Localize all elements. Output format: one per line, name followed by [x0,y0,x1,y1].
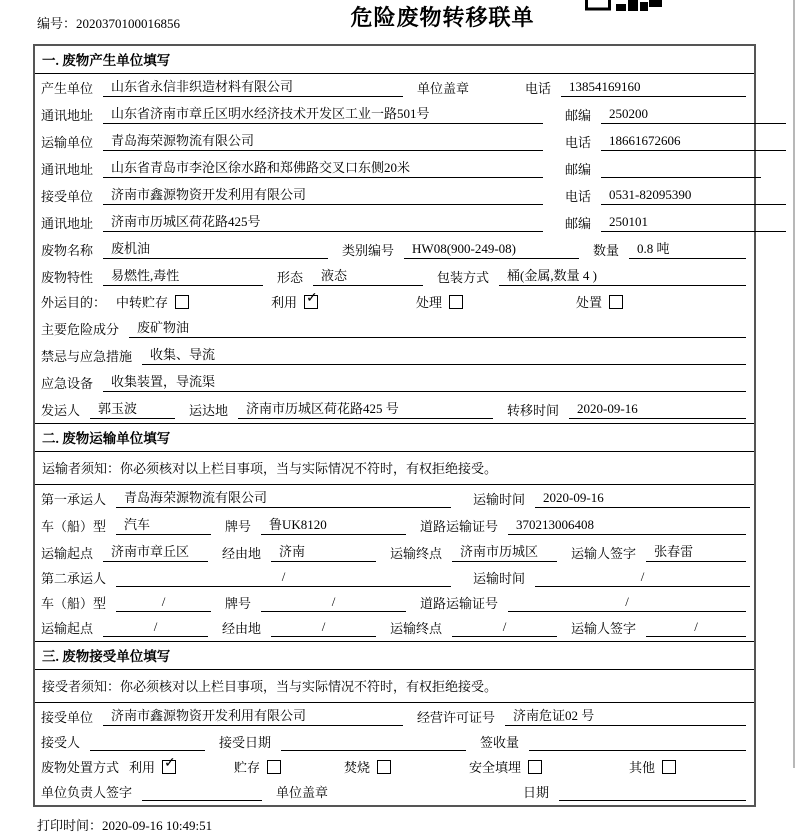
field-value: / [321,619,326,634]
field-underline [535,569,750,587]
field-underline [404,241,579,259]
section-title: 一. 废物产生单位填写 [35,46,754,74]
checkbox-item [234,757,344,776]
field-label: 废物名称 [41,243,94,258]
field-value: 收集装置，导流渠 [111,374,216,389]
form-row [35,209,754,236]
field-value: HW08(900-249-08) [412,241,517,256]
field-label: 接受单位 [41,710,94,725]
form [33,44,756,807]
field-value: 370213006408 [516,517,595,532]
field-label: 通讯地址 [41,216,94,231]
field-underline [499,265,746,286]
field-value [567,783,569,799]
field-value: 张春雷 [654,544,694,559]
field-underline [629,238,746,259]
field-label: 形态 [277,270,304,285]
field-underline [452,619,557,637]
field-label: 车（船）型 [41,519,107,534]
form-row [35,315,754,342]
section-2 [35,423,754,641]
field-value: 13854169160 [569,79,641,94]
checkbox-label: 贮存 [234,760,261,775]
field-value [289,733,291,749]
field-underline [103,705,403,726]
field-label: 运输终点 [390,621,443,636]
field-label: 运输终点 [390,546,443,561]
field-underline [601,160,761,178]
field-label: 运输人签字 [571,621,637,636]
field-value: 济南市章丘区 [111,544,190,559]
field-underline [281,733,466,751]
field-underline [601,214,786,232]
field-underline [103,184,543,205]
checkbox-label: 中转贮存 [116,295,169,310]
field-value: 济南市鑫源物资开发利用有限公司 [111,187,307,202]
field-value: 收集、导流 [150,347,216,362]
field-value: 0531-82095390 [609,187,692,202]
form-row [35,236,754,263]
field-value: 济南市历城区荷花路425号 [111,214,261,229]
field-underline [505,705,746,726]
field-underline [103,211,543,232]
field-label: 电话 [565,135,592,150]
field-label: 经由地 [222,546,262,561]
form-row [35,591,754,616]
field-label: 运达地 [189,403,229,418]
serial-value: 2020370100016856 [76,16,181,31]
checkbox-label: 焚烧 [344,760,371,775]
field-underline [261,594,406,612]
print-time-value: 2020-09-16 10:49:51 [102,818,213,833]
form-row [35,128,754,155]
checkbox-label: 处理 [416,295,443,310]
form-row [35,263,754,290]
field-value: 液态 [321,268,348,283]
field-label: 数量 [593,243,620,258]
checkbox-label: 其他 [629,760,656,775]
field-value: 废机油 [111,241,151,256]
field-value: 18661672606 [609,133,681,148]
field-label: 电话 [565,189,592,204]
field-value: / [331,594,336,609]
form-row [35,703,754,730]
field-underline [601,133,786,151]
field-value: 青岛海荣源物流有限公司 [111,133,255,148]
field-underline [271,541,376,562]
checkbox-label: 利用 [129,760,156,775]
field-value: 山东省青岛市李沧区徐水路和郑佛路交叉口东侧20米 [111,160,411,175]
field-value: / [625,594,629,609]
field-value: 郭玉波 [98,401,138,416]
field-label: 经营许可证号 [417,710,496,725]
note-text: 运输者须知：你必须核对以上栏目事项，当与实际情况不符时，有权拒绝接受。 [35,452,754,485]
field-value: 济南市历城区 [460,544,539,559]
field-label: 产生单位 [41,81,94,96]
field-label: 道路运输证号 [420,596,499,611]
field-value: 汽车 [124,517,151,532]
checkbox-item [576,292,623,311]
field-value: 易燃性,毒性 [111,268,180,283]
field-value: 青岛海荣源物流有限公司 [124,490,268,505]
page-title: 危险废物转移联单 [350,5,535,30]
field-label: 牌号 [225,596,252,611]
serial-number [37,13,180,32]
check-mark-icon: ✓ [306,290,318,306]
field-value: 废矿物油 [137,320,190,335]
field-value: 山东省永信非织造材料有限公司 [111,79,294,94]
field-value [537,733,539,749]
form-row [35,512,754,539]
field-value: / [694,619,698,634]
checkbox-unchecked-icon [267,760,281,774]
field-underline [601,106,786,124]
form-row [35,155,754,182]
field-underline [559,783,746,801]
field-value: / [640,569,645,584]
field-label: 运输起点 [41,621,94,636]
field-underline [103,371,746,392]
field-underline [238,398,493,419]
serial-label: 编号： [37,16,77,31]
field-value: 0.8 吨 [637,241,670,256]
field-label: 第一承运人 [41,492,107,507]
field-label: 邮编 [565,108,592,123]
field-label: 单位负责人签字 [41,785,133,800]
checkbox-label: 利用 [271,295,298,310]
field-label: 道路运输证号 [420,519,499,534]
checkbox-unchecked-icon [175,295,189,309]
field-label: 发运人 [41,403,81,418]
field-underline [103,238,328,259]
checkbox-unchecked-icon [662,760,676,774]
field-underline [561,79,746,97]
field-value: 济南危证02 号 [513,708,595,723]
field-underline [103,130,543,151]
section-1 [35,46,754,423]
field-label: 废物特性 [41,270,94,285]
field-underline [313,265,423,286]
field-underline [103,157,543,178]
form-row [35,290,754,315]
field-label: 外运目的： [41,295,107,310]
checkbox-checked-icon [304,290,318,309]
field-underline [142,344,746,365]
field-label: 运输起点 [41,546,94,561]
field-underline [116,569,451,587]
form-row [35,342,754,369]
checkbox-label: 处置 [576,295,603,310]
field-label: 牌号 [225,519,252,534]
page-edge-line [793,0,795,768]
field-label: 应急设备 [41,376,94,391]
form-row [35,485,754,512]
field-label: 转移时间 [507,403,560,418]
note-text: 接受者须知：你必须核对以上栏目事项，当与实际情况不符时，有权拒绝接受。 [35,670,754,703]
field-value: 桶(金属,数量 4 ) [507,268,597,283]
field-underline [142,783,262,801]
form-row [35,730,754,755]
field-underline [116,594,211,612]
form-row [35,369,754,396]
qr-code-fragment-icon [585,0,663,11]
field-value [150,783,152,799]
field-label: 电话 [524,81,551,96]
form-row [35,780,754,805]
field-value: / [153,619,158,634]
field-underline [116,514,211,535]
field-value: 济南 [279,544,306,559]
field-label: 接受日期 [219,735,272,750]
field-value: / [502,619,507,634]
field-label: 邮编 [565,216,592,231]
field-value [98,733,100,749]
field-underline [103,619,208,637]
field-label: 运输时间 [473,571,526,586]
field-label: 车（船）型 [41,596,107,611]
form-row [35,101,754,128]
field-value: / [281,569,286,584]
field-label: 邮编 [565,162,592,177]
field-value: 山东省济南市章丘区明水经济技术开发区工业一路501号 [111,106,430,121]
field-label: 日期 [523,785,550,800]
field-label: 第二承运人 [41,571,107,586]
field-label: 运输时间 [473,492,526,507]
checkbox-item [629,757,676,776]
field-label: 废物处置方式 [41,760,120,775]
field-underline [452,541,557,562]
field-underline [508,517,746,535]
field-label: 经由地 [222,621,262,636]
field-label: 禁忌与应急措施 [41,349,133,364]
checkbox-unchecked-icon [528,760,542,774]
field-underline [529,733,746,751]
field-label: 通讯地址 [41,162,94,177]
field-label: 签收量 [480,735,520,750]
field-underline [103,103,543,124]
field-label: 单位盖章 [417,81,470,96]
field-underline [601,187,786,205]
field-label: 类别编号 [342,243,395,258]
checkbox-checked-icon [162,755,176,774]
section-title: 二. 废物运输单位填写 [35,424,754,452]
field-underline [646,541,746,562]
field-underline [103,541,208,562]
checkbox-unchecked-icon [377,760,391,774]
checkbox-unchecked-icon [449,295,463,309]
field-value: 济南市鑫源物资开发利用有限公司 [111,708,307,723]
field-value: 2020-09-16 [543,490,604,505]
field-label: 接受人 [41,735,81,750]
field-underline [535,490,750,508]
field-label: 接受单位 [41,189,94,204]
print-time-label: 打印时间： [37,818,103,833]
field-underline [90,398,175,419]
form-row [35,74,754,101]
document-header [33,0,756,44]
field-value: 2020-09-16 [577,401,638,416]
field-value: / [161,594,166,609]
field-underline [103,76,403,97]
checkbox-item [116,292,271,311]
field-underline [261,514,406,535]
field-underline [508,594,746,612]
field-label: 运输单位 [41,135,94,150]
section-3 [35,641,754,805]
field-label: 运输人签字 [571,546,637,561]
form-row [35,616,754,641]
field-underline [103,265,263,286]
field-underline [569,401,746,419]
form-row [35,396,754,423]
checkbox-item [271,292,416,311]
field-value: 250200 [609,106,649,121]
checkbox-unchecked-icon [609,295,623,309]
field-value: 济南市历城区荷花路425 号 [246,401,399,416]
field-underline [116,487,451,508]
form-row [35,182,754,209]
field-label: 单位盖章 [276,785,329,800]
checkbox-item [344,757,469,776]
checkbox-item [469,757,629,776]
checkbox-item [129,757,234,776]
field-underline [271,619,376,637]
field-label: 通讯地址 [41,108,94,123]
check-mark-icon: ✓ [164,755,176,771]
section-title: 三. 废物接受单位填写 [35,642,754,670]
field-underline [129,317,746,338]
field-label: 主要危险成分 [41,322,120,337]
checkbox-label: 安全填埋 [469,760,522,775]
field-value: 250101 [609,214,649,229]
checkbox-item [416,292,576,311]
form-row [35,539,754,566]
field-underline [646,619,746,637]
field-label: 包装方式 [437,270,490,285]
form-row [35,566,754,591]
field-underline [90,733,205,751]
field-value [609,160,611,176]
field-value: 鲁UK8120 [269,517,327,532]
print-time [33,807,756,834]
